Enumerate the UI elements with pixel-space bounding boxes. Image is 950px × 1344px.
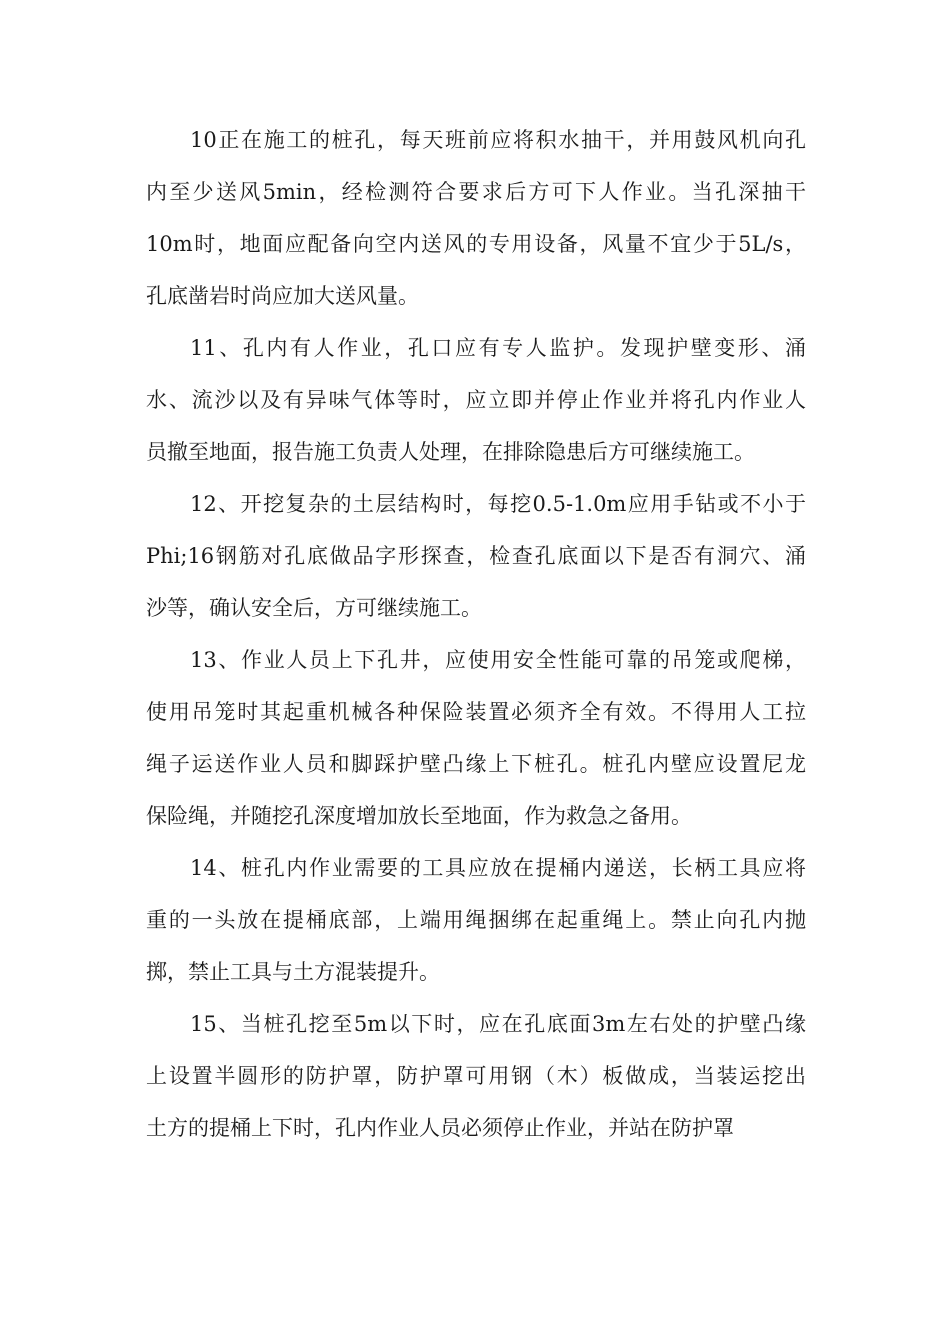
text-line: 15、当桩孔挖至5m以下时，应在孔底面3m左右处的护壁凸缘 (190, 1012, 806, 1036)
text-line: 沙等，确认安全后，方可继续施工。 (146, 596, 482, 620)
text-line: Phi;16钢筋对孔底做品字形探查，检查孔底面以下是否有洞穴、涌 (146, 544, 806, 568)
paragraph-11 (146, 322, 806, 478)
text-line: 12、开挖复杂的土层结构时，每挖0.5-1.0m应用手钻或不小于 (190, 492, 806, 516)
text-line: 重的一头放在提桶底部，上端用绳捆绑在起重绳上。禁止向孔内抛 (146, 908, 806, 932)
text-line: 员撤至地面，报告施工负责人处理，在排除隐患后方可继续施工。 (146, 440, 755, 464)
paragraph-15 (146, 998, 806, 1154)
text-line: 内至少送风5min，经检测符合要求后方可下人作业。当孔深抽干 (146, 180, 806, 204)
paragraph-14 (146, 842, 806, 998)
paragraph-13 (146, 634, 806, 842)
text-line: 水、流沙以及有异味气体等时，应立即并停止作业并将孔内作业人 (146, 388, 806, 412)
text-line: 11、孔内有人作业，孔口应有专人监护。发现护壁变形、涌 (190, 336, 806, 360)
text-line: 上设置半圆形的防护罩，防护罩可用钢（木）板做成，当装运挖出 (146, 1064, 806, 1088)
text-line: 土方的提桶上下时，孔内作业人员必须停止作业，并站在防护罩 (146, 1116, 734, 1140)
text-line: 孔底凿岩时尚应加大送风量。 (146, 284, 419, 308)
text-line: 10正在施工的桩孔，每天班前应将积水抽干，并用鼓风机向孔 (190, 128, 806, 152)
text-line: 使用吊笼时其起重机械各种保险装置必须齐全有效。不得用人工拉 (146, 700, 806, 724)
text-line: 绳子运送作业人员和脚踩护壁凸缘上下桩孔。桩孔内壁应设置尼龙 (146, 752, 806, 776)
paragraph-12 (146, 478, 806, 634)
text-line: 保险绳，并随挖孔深度增加放长至地面，作为救急之备用。 (146, 804, 692, 828)
text-line: 13、作业人员上下孔井，应使用安全性能可靠的吊笼或爬梯， (190, 648, 806, 672)
document-body (146, 114, 806, 1154)
text-line: 14、桩孔内作业需要的工具应放在提桶内递送，长柄工具应将 (190, 856, 806, 880)
text-line: 掷，禁止工具与土方混装提升。 (146, 960, 440, 984)
text-line: 10m时，地面应配备向空内送风的专用设备，风量不宜少于5L/s， (146, 232, 806, 256)
paragraph-10 (146, 114, 806, 322)
